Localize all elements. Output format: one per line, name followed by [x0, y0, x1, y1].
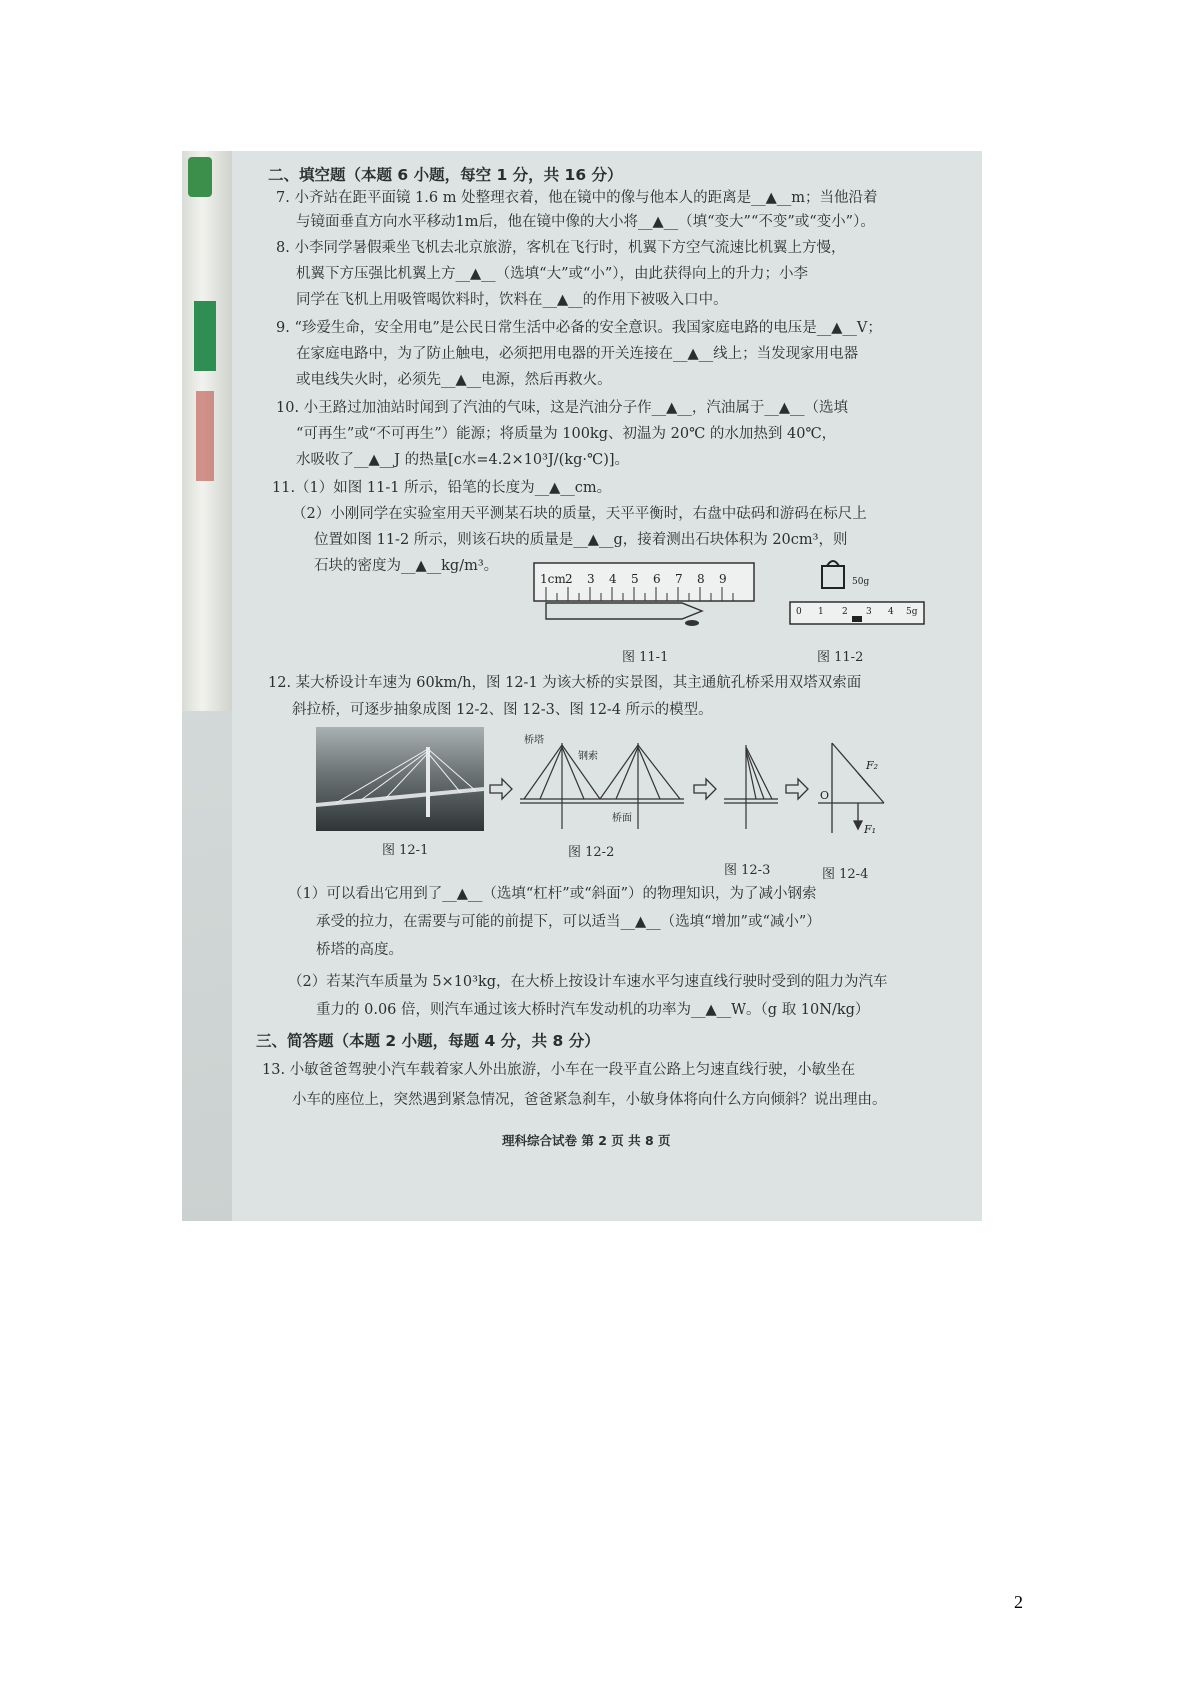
bridge-models [488, 729, 908, 849]
scale-label-1: 1 [818, 607, 824, 617]
label-deck: 桥面 [612, 813, 632, 824]
pen-cap [188, 157, 212, 197]
q12-sub2-line1: （2）若某汽车质量为 5×10³kg，在大桥上按设计车速水平匀速直线行驶时受到的阻力为汽车 [288, 974, 888, 990]
page-number: 2 [1014, 1592, 1023, 1612]
caption-11-1: 图 11-1 [622, 650, 669, 665]
label-cable: 钢索 [578, 751, 598, 762]
ruler-label-1: 1cm [540, 572, 566, 586]
arrow-icon [490, 779, 512, 799]
scale-label-0: 0 [796, 607, 802, 617]
q12-line1: 12. 某大桥设计车速为 60km/h，图 12-1 为该大桥的实景图，其主通航孔桥采用双塔双索面 [268, 675, 862, 691]
scale-label-5: 5g [906, 607, 918, 617]
rider [852, 616, 862, 622]
ruler-label-4: 4 [609, 572, 617, 586]
weight-label: 50g [852, 577, 870, 587]
pen-mark [196, 391, 214, 481]
q9-line2: 在家庭电路中，为了防止触电，必须把用电器的开关连接在__▲__线上；当发现家用电器 [296, 346, 859, 362]
q12-sub1-line2: 承受的拉力，在需要与可能的前提下，可以适当__▲__（选填“增加”或“减小”） [316, 914, 821, 930]
q12-line2: 斜拉桥，可逐步抽象成图 12-2、图 12-3、图 12-4 所示的模型。 [292, 702, 713, 718]
q8-line2: 机翼下方压强比机翼上方__▲__（选填“大”或“小”），由此获得向上的升力；小李 [296, 266, 809, 282]
eye-icon [685, 620, 699, 626]
q11-line3: 位置如图 11-2 所示，则该石块的质量是__▲__g，接着测出石块体积为 20cm³，则 [314, 532, 848, 548]
caption-12-4: 图 12-4 [822, 867, 869, 882]
q13-line2: 小车的座位上，突然遇到紧急情况，爸爸紧急刹车，小敏身体将向什么方向倾斜？说出理由。 [292, 1092, 887, 1108]
scale-label-4: 4 [888, 607, 894, 617]
sheet-footer: 理科综合试卷 第 2 页 共 8 页 [502, 1133, 671, 1148]
scale-label-2: 2 [842, 607, 848, 617]
caption-11-2: 图 11-2 [817, 650, 864, 665]
label-f1: F₁ [864, 823, 877, 836]
ruler-label-7: 7 [675, 572, 683, 586]
q10-line1: 10. 小王路过加油站时闻到了汽油的气味，这是汽油分子作__▲__，汽油属于__▲__（选填 [276, 400, 848, 416]
exam-photo [182, 151, 982, 1221]
q10-line2: “可再生”或“不可再生”）能源；将质量为 100kg、初温为 20℃ 的水加热到 40℃， [296, 426, 837, 442]
q11-line1: 11.（1）如图 11-1 所示，铅笔的长度为__▲__cm。 [272, 480, 612, 496]
q13-line1: 13. 小敏爸爸驾驶小汽车载着家人外出旅游，小车在一段平直公路上匀速直线行驶，小敏坐在 [262, 1062, 856, 1078]
weight-icon [822, 566, 844, 588]
section3-title: 三、简答题（本题 2 小题，每题 4 分，共 8 分） [256, 1032, 600, 1050]
q7-line2: 与镜面垂直方向水平移动1m后，他在镜中像的大小将__▲__（填“变大”“不变”或“变小”）。 [296, 214, 875, 230]
figure-11-1 [532, 561, 762, 631]
ruler-label-6: 6 [653, 572, 661, 586]
caption-12-2: 图 12-2 [568, 845, 615, 860]
q10-line3: 水吸收了__▲__J 的热量[c水=4.2×10³J/(kg·℃)]。 [296, 452, 630, 468]
label-o: O [820, 789, 830, 802]
q9-line1: 9. “珍爱生命，安全用电”是公民日常生活中必备的安全意识。我国家庭电路的电压是__▲__V； [276, 320, 882, 336]
ruler-label-3: 3 [587, 572, 595, 586]
figure-12-4 [818, 743, 884, 833]
bridge-photo [316, 727, 484, 831]
pen-label [194, 301, 216, 371]
figure-12-2 [520, 743, 684, 829]
bridge-photo-art [316, 727, 484, 831]
ruler-label-2: 2 [565, 572, 573, 586]
q11-line4: 石块的密度为__▲__kg/m³。 [314, 558, 499, 574]
q12-sub1-line1: （1）可以看出它用到了__▲__（选填“杠杆”或“斜面”）的物理知识，为了减小钢索 [288, 886, 817, 902]
ruler-label-9: 9 [719, 572, 727, 586]
figure-11-2 [788, 556, 928, 636]
q8-line3: 同学在飞机上用吸管喝饮料时，饮料在__▲__的作用下被吸入口中。 [296, 292, 728, 308]
figure-12-3 [724, 745, 778, 829]
q9-line3: 或电线失火时，必须先__▲__电源，然后再救火。 [296, 372, 612, 388]
label-tower: 桥塔 [524, 735, 544, 746]
ruler-label-5: 5 [631, 572, 639, 586]
arrow-icon [786, 779, 808, 799]
arrow-icon [694, 779, 716, 799]
section2-title: 二、填空题（本题 6 小题，每空 1 分，共 16 分） [268, 166, 623, 184]
caption-12-3: 图 12-3 [724, 863, 771, 878]
q12-sub2-line2: 重力的 0.06 倍，则汽车通过该大桥时汽车发动机的功率为__▲__W。（g 取 10N/kg） [316, 1002, 870, 1018]
exam-sheet [232, 151, 982, 1221]
q11-line2: （2）小刚同学在实验室用天平测某石块的质量，天平平衡时，右盘中砝码和游码在标尺上 [292, 506, 867, 522]
q12-sub1-line3: 桥塔的高度。 [316, 942, 403, 958]
pencil [546, 603, 702, 619]
q8-line1: 8. 小李同学暑假乘坐飞机去北京旅游，客机在飞行时，机翼下方空气流速比机翼上方慢， [276, 240, 846, 256]
ruler-label-8: 8 [697, 572, 705, 586]
caption-12-1: 图 12-1 [382, 843, 429, 858]
label-f2: F₂ [866, 759, 879, 772]
pen-edge [182, 151, 232, 711]
q7-line1: 7. 小齐站在距平面镜 1.6 m 处整理衣着，他在镜中的像与他本人的距离是__▲__m；当他沿着 [276, 190, 878, 206]
scale-label-3: 3 [866, 607, 872, 617]
